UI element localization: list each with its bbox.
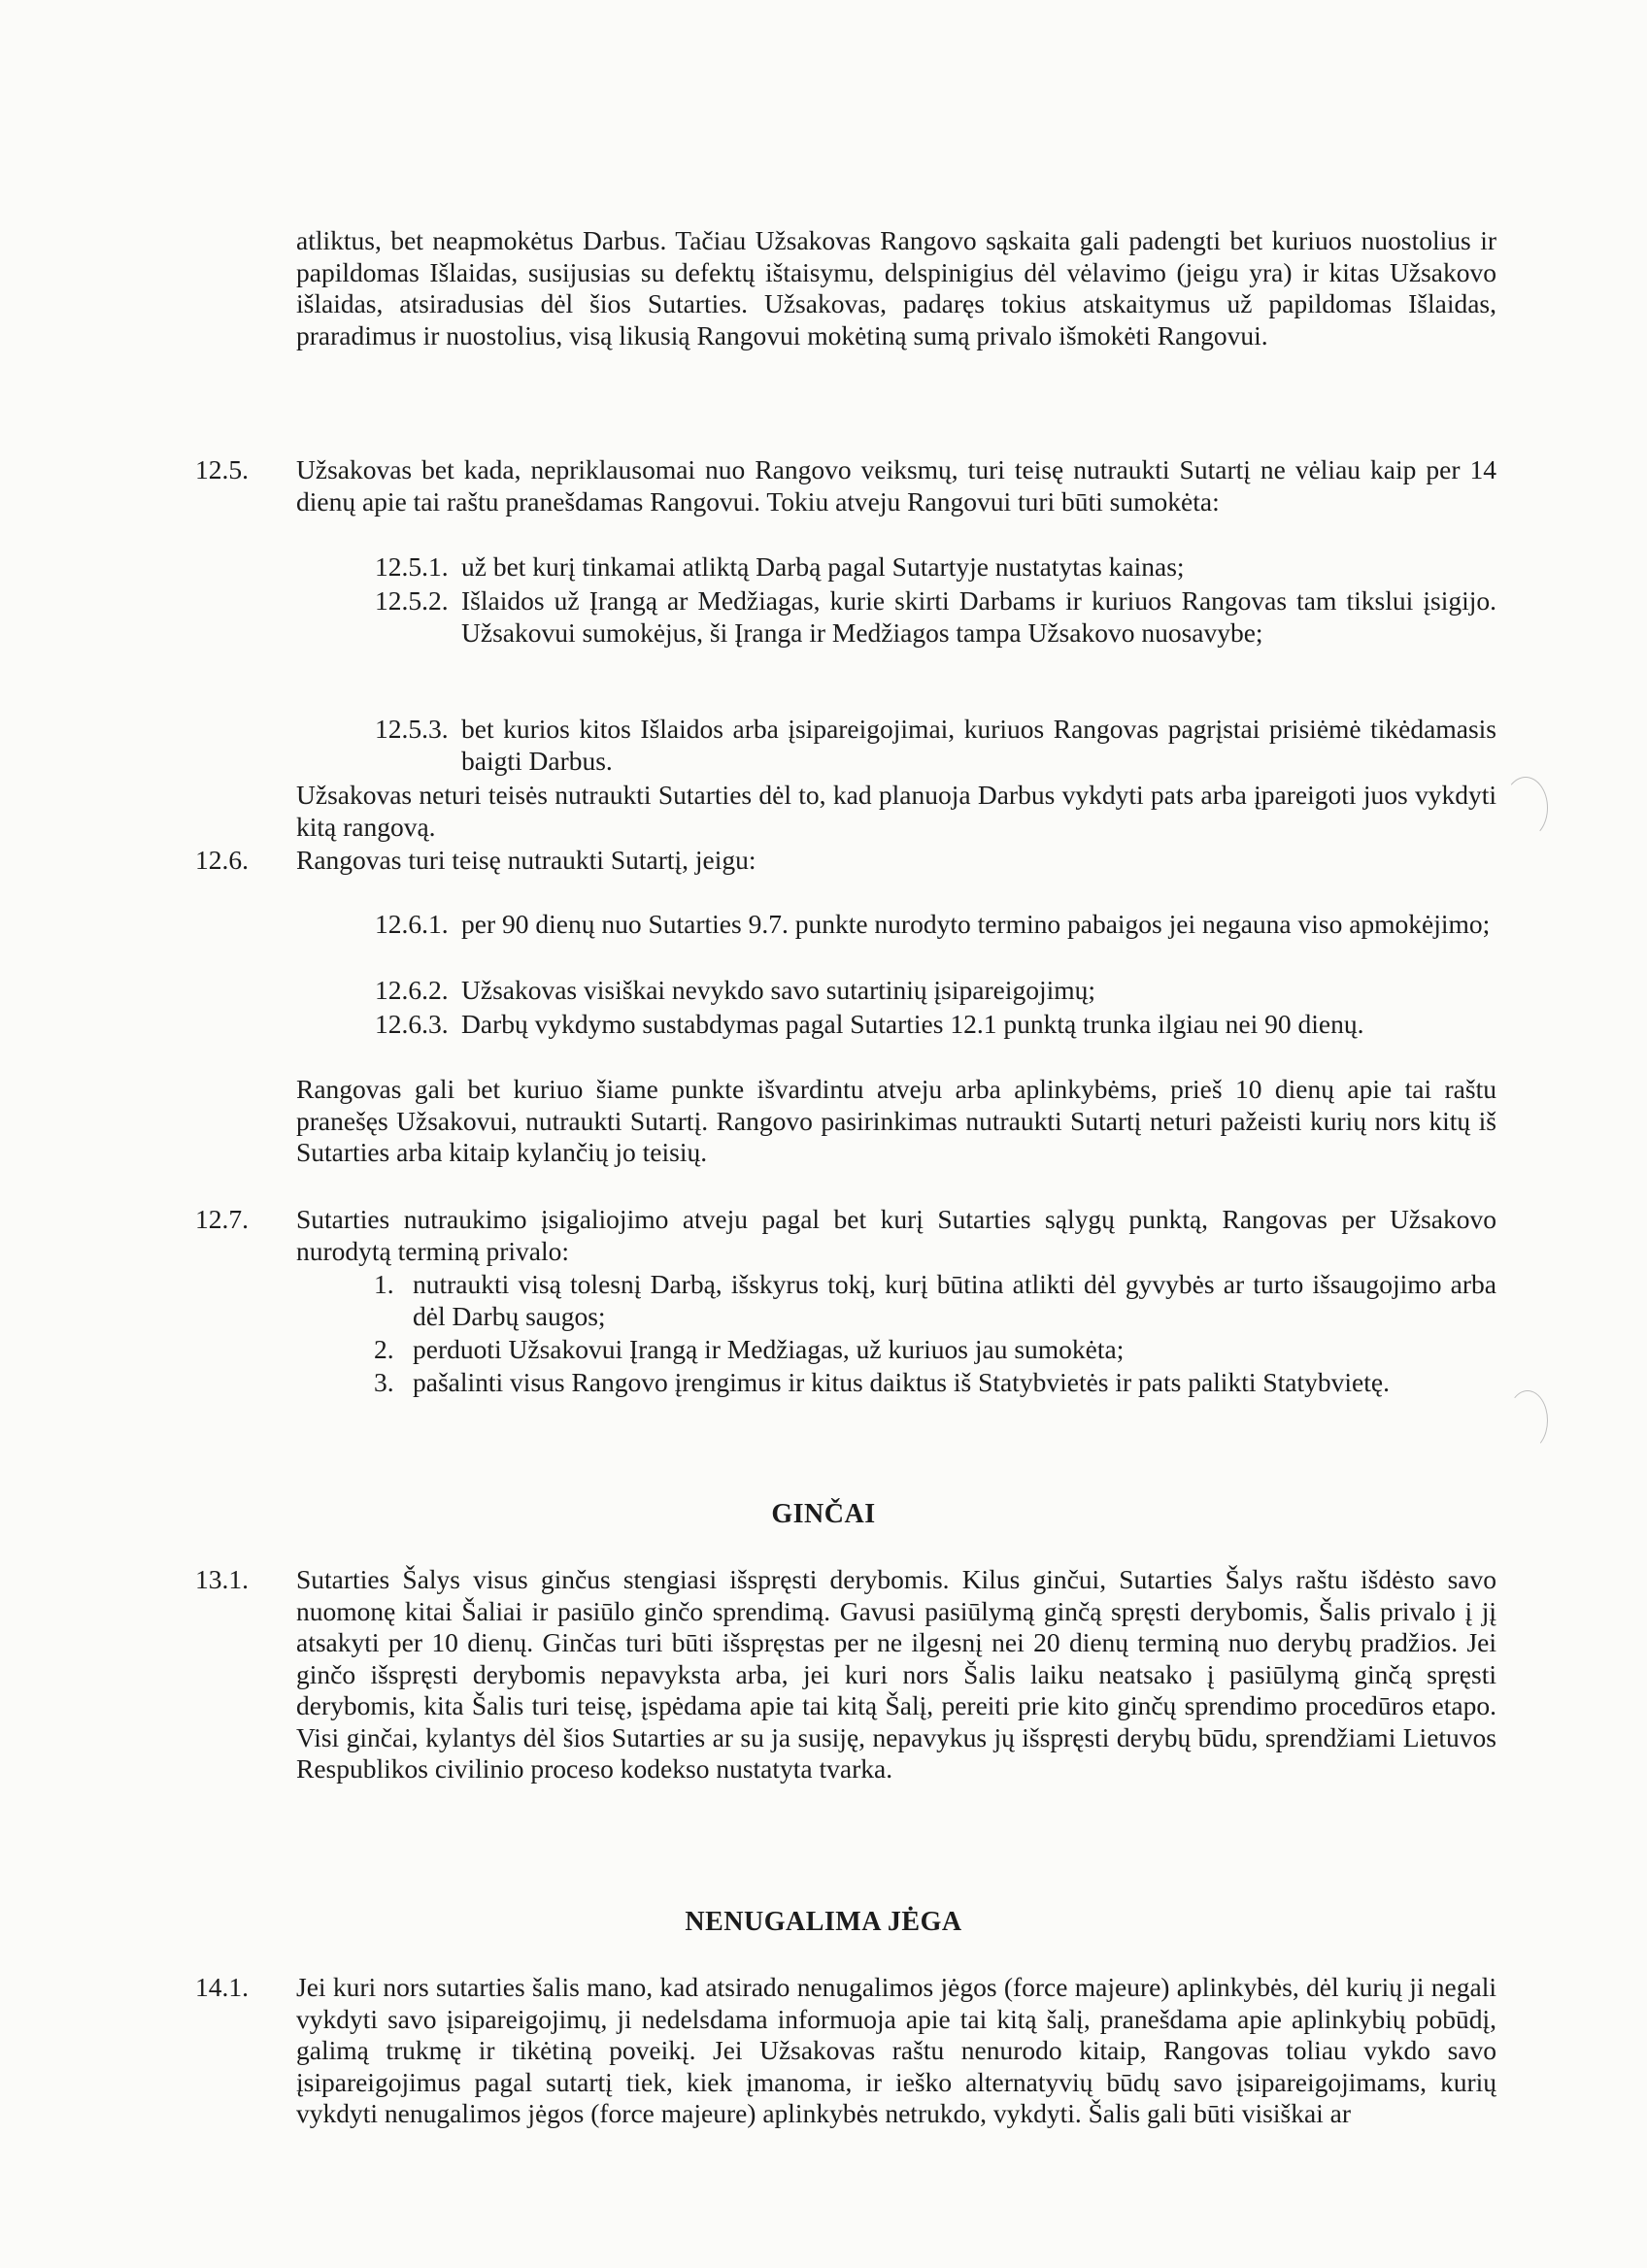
list-number-3: 3. xyxy=(374,1367,394,1397)
section-heading-nenugalima-jega: NENUGALIMA JĖGA xyxy=(685,1907,962,1937)
item-number-12-5-3: 12.5.3. xyxy=(375,714,449,744)
list-number-1: 1. xyxy=(374,1269,394,1299)
clause-12-6-note: Rangovas gali bet kuriuo šiame punkte išvardintu atveju arba aplinkybėms, prieš 10 dienų apie tai raštu pranešęs Užsakovui, nutraukti Sutartį. Rangovo pasirinkimas nutraukti Sutartį neturi pažeisti kurių nors kitų iš Sutarties arba kitaip kylančių jo teisių. xyxy=(296,1074,1496,1167)
item-number-12-6-3: 12.6.3. xyxy=(375,1009,449,1039)
section-heading-gincai: GINČAI xyxy=(771,1499,876,1529)
clause-13-1-text: Sutarties Šalys visus ginčus stengiasi išspręsti derybomis. Kilus ginčui, Sutarties Šalys raštu išdėsto savo nuomonę kitai Šaliai ir pasiūlo ginčo sprendimą. Gavusi pasiūlymą ginčą spręsti derybomis, Šalis privalo į jį atsakyti per 10 dienų. Ginčas turi būti išspręstas per ne ilgesnį nei 20 dienų terminą nuo derybų pradžios. Jei ginčo išspręsti derybomis nepavyksta arba, jei kuri nors Šalis laiku neatsako į pasiūlymą ginčą spręsti derybomis, kita Šalis turi teisę, įspėdama apie tai kitą Šalį, pereiti prie kito ginčų sprendimo procedūros etapo. Visi ginčai, kylantys dėl šios Sutarties ar su ja susiję, nepavykus jų išspręsti derybų būdu, sprendžiami Lietuvos Respublikos civilinio proceso kodekso nustatyta tvarka. xyxy=(296,1564,1496,1784)
item-number-12-5-2: 12.5.2. xyxy=(375,585,449,616)
item-number-12-6-1: 12.6.1. xyxy=(375,909,449,939)
list-item-2-text: perduoti Užsakovui Įrangą ir Medžiagas, už kuriuos jau sumokėta; xyxy=(413,1334,1125,1364)
clause-number-12-7: 12.7. xyxy=(195,1204,249,1234)
list-item-3-text: pašalinti visus Rangovo įrengimus ir kitus daiktus iš Statybvietės ir pats palikti Statybvietę. xyxy=(413,1367,1390,1397)
list-item-1-text: nutraukti visą tolesnį Darbą, išskyrus tokį, kurį būtina atlikti dėl gyvybės ar turto išsaugojimo arba dėl Darbų saugos; xyxy=(413,1269,1496,1331)
item-12-5-2-text: Išlaidos už Įrangą ar Medžiagas, kurie skirti Darbams ir kuriuos Rangovas tam tikslui įsigijo. Užsakovui sumokėjus, ši Įranga ir Medžiagos tampa Užsakovo nuosavybe; xyxy=(461,585,1496,648)
clause-12-5-text: Užsakovas bet kada, nepriklausomai nuo Rangovo veiksmų, turi teisę nutraukti Sutartį ne vėliau kaip per 14 dienų apie tai raštu pranešdamas Rangovui. Tokiu atveju Rangovui turi būti sumokėta: xyxy=(296,454,1496,517)
clause-12-7-text: Sutarties nutraukimo įsigaliojimo atveju pagal bet kurį Sutarties sąlygų punktą, Rangovas per Užsakovo nurodytą terminą privalo: xyxy=(296,1204,1496,1266)
item-12-6-1-text: per 90 dienų nuo Sutarties 9.7. punkte nurodyto termino pabaigos jei negauna viso apmokėjimo; xyxy=(461,909,1491,939)
list-number-2: 2. xyxy=(374,1334,394,1364)
scan-punch-mark xyxy=(1503,777,1548,839)
scan-punch-mark xyxy=(1507,1390,1548,1451)
clause-14-1-text: Jei kuri nors sutarties šalis mano, kad atsirado nenugalimos jėgos (force majeure) aplinkybės, dėl kurių ji negali vykdyti savo įsipareigojimų, ji nedelsdama informuoja apie tai kitą šalį, pranešdama apie aplinkybių pobūdį, galimą trukmę ir tikėtiną poveikį. Jei Užsakovas raštu nenurodo kitaip, Rangovas toliau vykdo savo įsipareigojimus pagal sutartį tiek, kiek įmanoma, ir ieško alternatyvių būdų savo įsipareigojimams, kurių vykdyti nenugalimos jėgos (force majeure) aplinkybės netrukdo, vykdyti. Šalis gali būti visiškai ar xyxy=(296,1972,1496,2128)
item-12-6-2-text: Užsakovas visiškai nevykdo savo sutartinių įsipareigojimų; xyxy=(461,975,1096,1005)
clause-12-6-text: Rangovas turi teisę nutraukti Sutartį, jeigu: xyxy=(296,845,756,875)
item-12-5-1-text: už bet kurį tinkamai atliktą Darbą pagal Sutartyje nustatytas kainas; xyxy=(461,551,1185,582)
intro-paragraph: atliktus, bet neapmokėtus Darbus. Tačiau Užsakovas Rangovo sąskaita gali padengti bet kuriuos nuostolius ir papildomas Išlaidas, susijusias su defektų ištaisymu, delspinigius dėl vėlavimo (jeigu yra) ir kitas Užsakovo išlaidas, atsiradusias dėl šios Sutarties. Užsakovas, padaręs tokius atskaitymus už papildomas Išlaidas, praradimus ir nuostolius, visą likusią Rangovui mokėtiną sumą privalo išmokėti Rangovui. xyxy=(296,225,1496,350)
clause-number-12-5: 12.5. xyxy=(195,454,249,484)
clause-number-14-1: 14.1. xyxy=(195,1972,249,2002)
clause-number-13-1: 13.1. xyxy=(195,1564,249,1594)
clause-12-5-note: Užsakovas neturi teisės nutraukti Sutarties dėl to, kad planuoja Darbus vykdyti pats arba įpareigoti juos vykdyti kitą rangovą. xyxy=(296,780,1496,842)
item-number-12-5-1: 12.5.1. xyxy=(375,551,449,582)
item-12-6-3-text: Darbų vykdymo sustabdymas pagal Sutarties 12.1 punktą trunka ilgiau nei 90 dienų. xyxy=(461,1009,1364,1039)
item-number-12-6-2: 12.6.2. xyxy=(375,975,449,1005)
item-12-5-3-text: bet kurios kitos Išlaidos arba įsipareigojimai, kuriuos Rangovas pagrįstai prisiėmė tikėdamasis baigti Darbus. xyxy=(461,714,1496,776)
clause-number-12-6: 12.6. xyxy=(195,845,249,875)
